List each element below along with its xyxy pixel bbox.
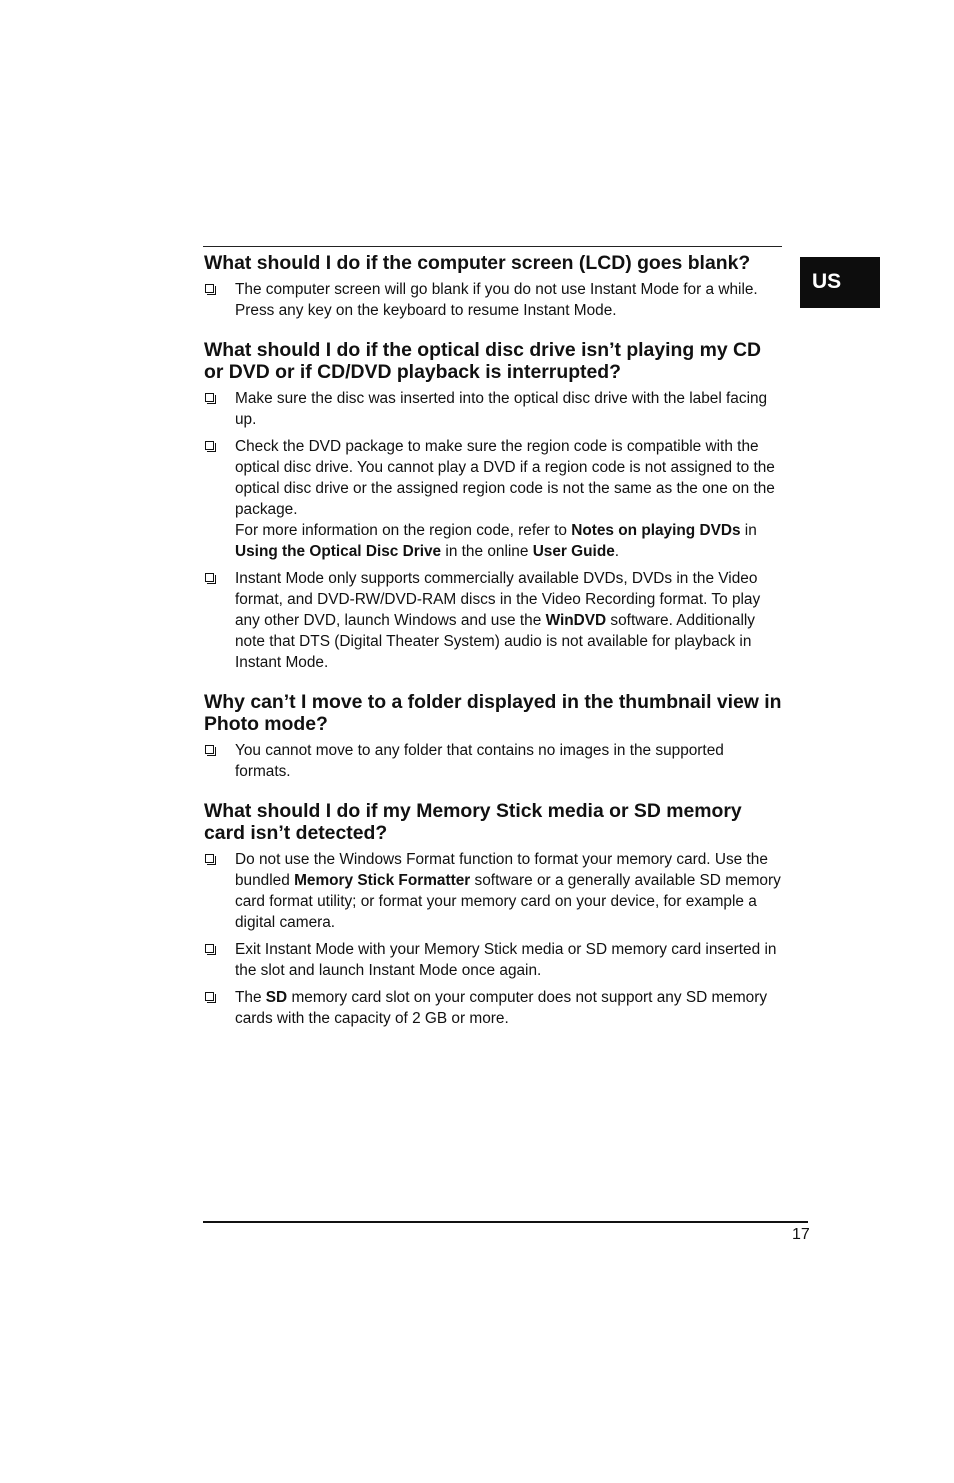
reference-link-text: User Guide bbox=[532, 543, 615, 560]
page-content bbox=[204, 252, 782, 1035]
checkbox-bullet-icon bbox=[205, 441, 214, 450]
checkbox-bullet-icon bbox=[205, 393, 214, 402]
list-item: Instant Mode only supports commercially available DVDs, DVDs in the Video format, and DVD-RW/DVD-RAM discs in the Video Recording format. To play any other DVD, launch Windows and use the WinDVD software. Additionally note that DTS (Digital Theater System) audio is not available for playback in Instant Mode. bbox=[204, 568, 782, 673]
software-name: Memory Stick Formatter bbox=[294, 872, 471, 889]
checkbox-bullet-icon bbox=[205, 573, 214, 582]
page-number: 17 bbox=[792, 1226, 810, 1243]
list-item: You cannot move to any folder that contains no images in the supported formats. bbox=[204, 740, 782, 782]
checkbox-bullet-icon bbox=[205, 745, 214, 754]
list-item: The computer screen will go blank if you do not use Instant Mode for a while. Press any key on the keyboard to resume Instant Mode. bbox=[204, 279, 782, 321]
question-heading: Why can’t I move to a folder displayed in the thumbnail view in Photo mode? bbox=[204, 691, 782, 735]
checkbox-bullet-icon bbox=[205, 854, 214, 863]
list-item: Make sure the disc was inserted into the optical disc drive with the label facing up. bbox=[204, 388, 782, 430]
reference-link-text: Using the Optical Disc Drive bbox=[235, 543, 442, 560]
reference-link-text: Notes on playing DVDs bbox=[571, 522, 741, 539]
question-heading: What should I do if the computer screen (LCD) goes blank? bbox=[204, 252, 751, 274]
question-heading: What should I do if my Memory Stick media or SD memory card isn’t detected? bbox=[204, 800, 742, 844]
checkbox-bullet-icon bbox=[205, 992, 214, 1001]
software-name: WinDVD bbox=[545, 612, 607, 629]
list-item: The SD memory card slot on your computer does not support any SD memory cards with the capacity of 2 GB or more. bbox=[204, 987, 782, 1029]
checkbox-bullet-icon bbox=[205, 944, 214, 953]
bottom-rule bbox=[203, 1221, 808, 1223]
checkbox-bullet-icon bbox=[205, 284, 214, 293]
list-item: Check the DVD package to make sure the region code is compatible with the optical disc drive. You cannot play a DVD if a region code is not assigned to the optical disc drive or the assigned region code is not the same as the one on the package. For more information on the region code, refer to Notes on playing DVDs in Using the Optical Disc Drive in the online User Guide. bbox=[204, 436, 782, 562]
sd-label: SD bbox=[265, 989, 288, 1006]
question-heading: What should I do if the optical disc drive isn’t playing my CD or DVD or if CD/DVD playback is interrupted? bbox=[204, 339, 761, 383]
language-tab: US bbox=[800, 257, 880, 308]
list-item: Do not use the Windows Format function to format your memory card. Use the bundled Memory Stick Formatter software or a generally available SD memory card format utility; or format your memory card on your device, for example a digital camera. bbox=[204, 849, 782, 933]
top-rule bbox=[203, 246, 782, 247]
list-item: Exit Instant Mode with your Memory Stick media or SD memory card inserted in the slot and launch Instant Mode once again. bbox=[204, 939, 782, 981]
